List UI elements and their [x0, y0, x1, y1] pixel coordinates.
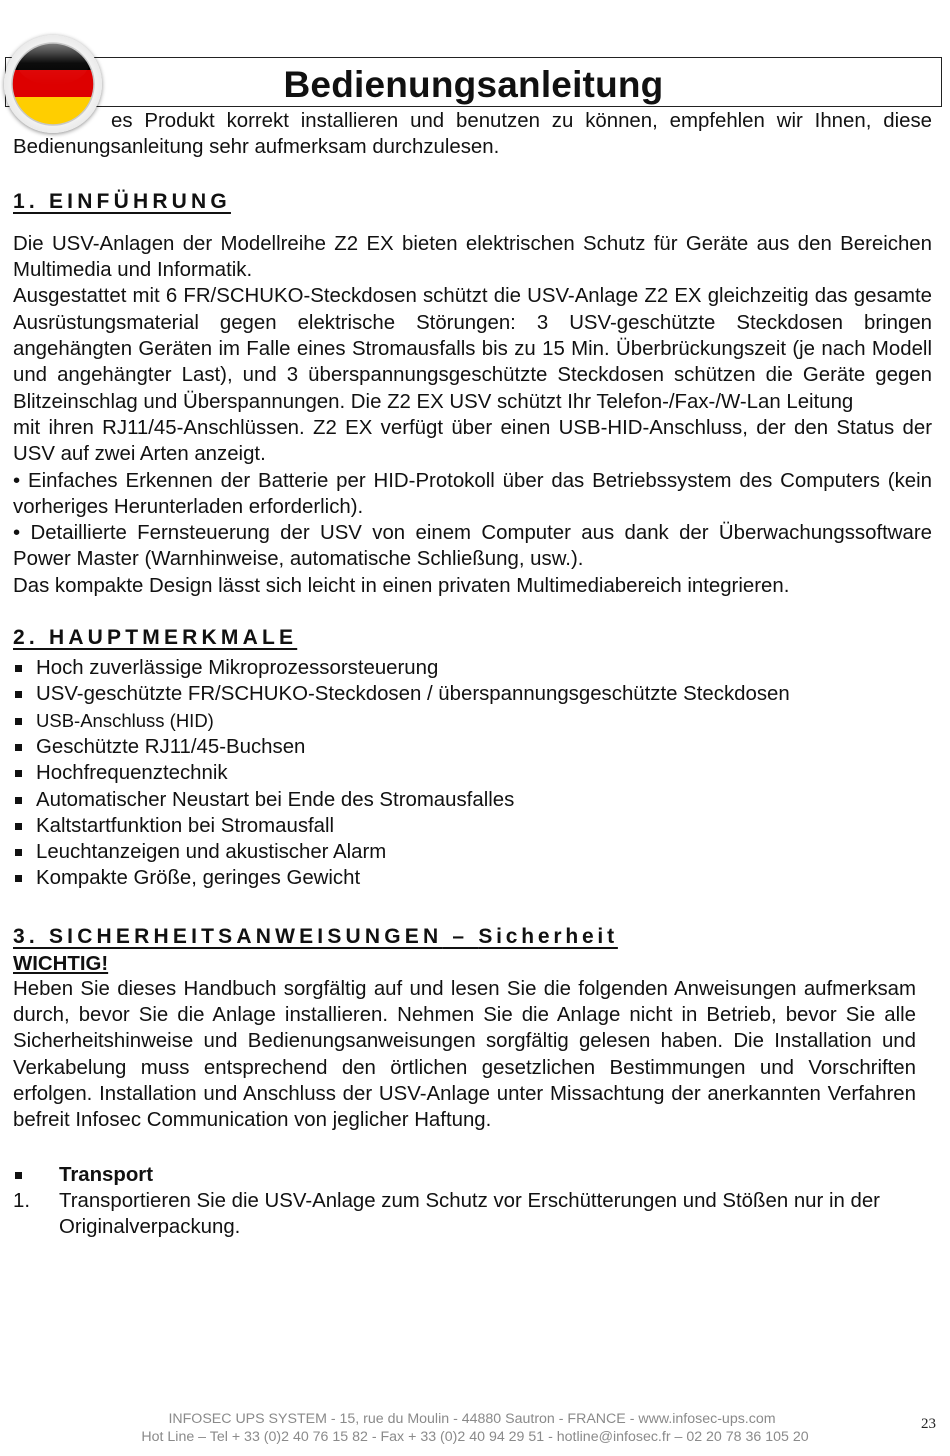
title-box — [5, 57, 942, 107]
step-text: Transportieren Sie die USV-Anlage zum Schutz vor Erschütterungen und Stößen nur in der Originalverpackung. — [59, 1189, 880, 1239]
list-item: Leuchtanzeigen und akustischer Alarm — [13, 839, 932, 865]
section-1-paragraph: mit ihren RJ11/45-Anschlüssen. Z2 EX verfügt über einen USB-HID-Anschluss, der den Status der USV auf zwei Arten anzeigt. — [13, 416, 932, 466]
section-3-heading-sub: Sicherheit — [478, 924, 618, 948]
list-item: Automatischer Neustart bei Ende des Stromausfalles — [13, 787, 932, 813]
page-number: 23 — [921, 1416, 936, 1432]
section-3-heading-main: 3. SICHERHEITSANWEISUNGEN — [13, 924, 443, 948]
germany-flag-icon — [4, 35, 102, 133]
section-1-paragraph: Ausgestattet mit 6 FR/SCHUKO-Steckdosen schützt die USV-Anlage Z2 EX gleichzeitig das gesamte Ausrüstungsmaterial gegen elektrische Störungen: 3 USV-geschützte Steckdosen bringen angehängten Geräten im Falle eines Stromausfalls bis zu 15 Min. Überbrückungszeit (je nach Modell und angehängter Last), und 3 überspannungsgeschützte Steckdosen schützen die Geräte gegen Blitzeinschlag und Überspannungen. Die Z2 EX USV schützt Ihr Telefon-/Fax-/W-Lan Leitung — [13, 285, 932, 413]
section-3-heading — [13, 922, 932, 952]
intro-paragraph: es Produkt korrekt installieren und benutzen zu können, empfehlen wir Ihnen, diese Bedienungsanleitung sehr aufmerksam durchzulesen. — [13, 110, 932, 159]
page-title: Bedienungsanleitung — [283, 64, 664, 105]
list-item: Hoch zuverlässige Mikroprozessorsteuerung — [13, 655, 932, 681]
list-item: USB-Anschluss (HID) — [13, 708, 932, 734]
footer-hotline: Hot Line – Tel + 33 (0)2 40 76 15 82 - Fax + 33 (0)2 40 94 29 51 - hotline@infosec.fr – 02 20 78 36 105 20 — [141, 1428, 809, 1445]
important-label: WICHTIG! — [13, 952, 109, 975]
list-item: Hochfrequenztechnik — [13, 760, 932, 786]
section-2-heading: 2. HAUPTMERKMALE — [13, 626, 298, 650]
safety-paragraph: Heben Sie dieses Handbuch sorgfältig auf und lesen Sie die folgenden Anweisungen aufmerksam durch, bevor Sie die Anlage installieren. Nehmen Sie die Anlage nicht in Betrieb, bevor Sie alle Sicherheitshinweise und Bedienungsanweisungen sorgfältig gelesen haben. Die Installation und Verkabelung muss entsprechend den örtlichen gesetzlichen Bestimmungen und Vorschriften erfolgen. Installation und Anschluss der USV-Anlage unter Missachtung der anerkannten Verfahren befreit Infosec Communication von jeglicher Haftung. — [13, 977, 916, 1132]
section-1-heading: 1. EINFÜHRUNG — [13, 189, 231, 213]
step-number: 1. — [13, 1189, 31, 1212]
document-body — [13, 108, 932, 1240]
section-1-paragraph: • Detaillierte Fernsteuerung der USV von einem Computer aus dank der Überwachungssoftware Power Master (Warnhinweise, automatische Schließung, usw.). — [13, 522, 932, 571]
section-1-paragraph: • Einfaches Erkennen der Batterie per HID-Protokoll über das Betriebssystem des Computers (kein vorheriges Herunterladen erforderlich). — [13, 469, 932, 518]
transport-step — [13, 1188, 932, 1241]
list-item: Geschützte RJ11/45-Buchsen — [13, 734, 932, 760]
list-item: USV-geschützte FR/SCHUKO-Steckdosen / überspannungsgeschützte Steckdosen — [13, 681, 932, 707]
transport-heading: Transport — [13, 1162, 932, 1188]
footer — [0, 1411, 950, 1446]
list-item: Kompakte Größe, geringes Gewicht — [13, 865, 932, 891]
footer-address: INFOSEC UPS SYSTEM - 15, rue du Moulin - 44880 Sautron - FRANCE - www.infosec-ups.com — [168, 1411, 776, 1427]
list-item: Kaltstartfunktion bei Stromausfall — [13, 813, 932, 839]
feature-list — [13, 655, 932, 892]
section-1-paragraph: Das kompakte Design lässt sich leicht in einen privaten Multimediabereich integrieren. — [13, 574, 790, 597]
section-3-heading-dash: – — [442, 924, 479, 948]
section-1-paragraph: Die USV-Anlagen der Modellreihe Z2 EX bieten elektrischen Schutz für Geräte aus den Bereichen Multimedia und Informatik. — [13, 232, 932, 282]
